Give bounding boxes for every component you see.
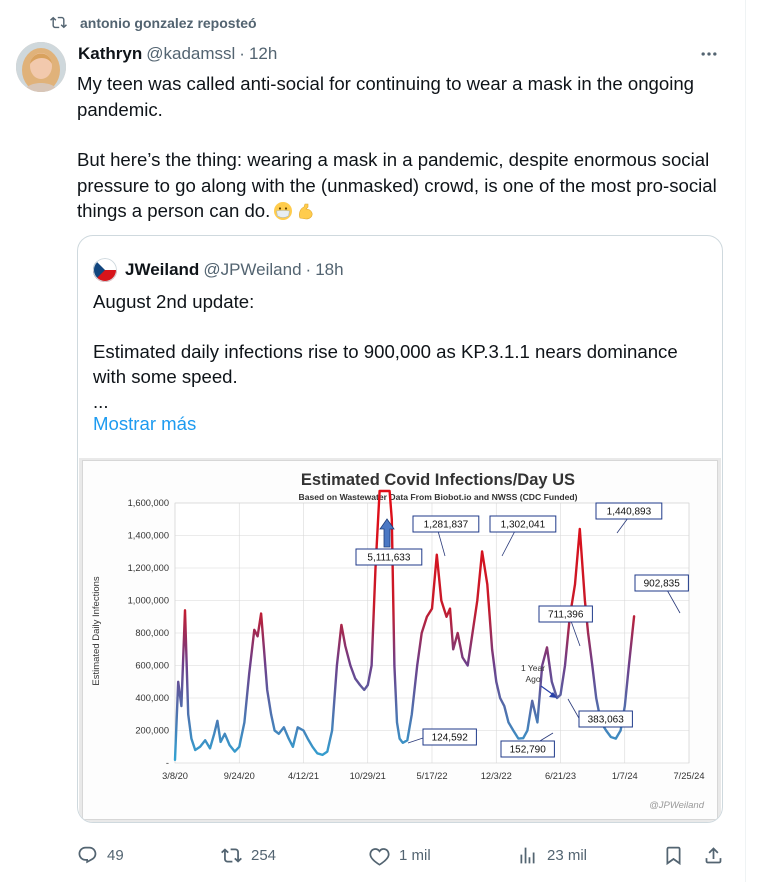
share-icon [703, 845, 724, 866]
quote-chart-image[interactable] [79, 458, 721, 823]
views-icon [517, 845, 538, 866]
quote-time[interactable]: 18h [315, 260, 344, 279]
repost-icon [50, 14, 67, 31]
quote-line-3: ... [93, 391, 109, 412]
chart-card [83, 461, 717, 819]
tweet-paragraph-1: My teen was called anti-social for continuing to wear a mask in the ongoing pandemic. [77, 73, 695, 120]
annotation-label: 124,592 [431, 732, 468, 744]
heart-icon [369, 845, 390, 866]
quote-author-handle[interactable]: @JPWeiland [203, 260, 302, 279]
y-tick-label: - [165, 758, 169, 768]
tweet-paragraph-2 [77, 147, 737, 224]
repost-count: 254 [251, 846, 277, 864]
quote-author-name[interactable]: JWeiland [125, 260, 200, 279]
y-axis-ticks [128, 498, 169, 768]
annotation-label: 5,111,633 [367, 552, 411, 564]
share-button[interactable] [703, 840, 733, 870]
svg-text:1 Year: 1 Year [520, 663, 546, 673]
tweet-text [77, 71, 737, 224]
repost-button[interactable] [221, 840, 276, 870]
action-bar [77, 840, 737, 870]
quote-separator-dot: · [305, 260, 312, 279]
bookmark-button[interactable] [663, 840, 693, 870]
y-axis-label: Estimated Daily Infections [91, 576, 102, 686]
views-button[interactable] [517, 840, 587, 870]
quoted-tweet[interactable] [77, 235, 723, 823]
reply-icon [77, 845, 98, 866]
annotation-label: 902,835 [643, 578, 680, 590]
x-tick-label: 10/29/21 [349, 771, 386, 781]
author-avatar[interactable] [16, 42, 66, 92]
reply-count: 49 [107, 846, 124, 864]
x-axis-ticks [162, 771, 704, 781]
x-tick-label: 12/3/22 [480, 771, 512, 781]
view-count: 23 mil [547, 846, 588, 864]
annotation-label: 152,790 [509, 744, 546, 756]
x-tick-label: 4/12/21 [287, 771, 320, 781]
x-tick-label: 7/25/24 [673, 771, 705, 781]
repost-text: antonio gonzalez reposteó [80, 14, 257, 31]
mask-emoji-icon [273, 201, 293, 221]
more-options-button[interactable] [697, 42, 721, 66]
flexed-biceps-icon [296, 201, 316, 221]
y-tick-label: 200,000 [135, 725, 169, 736]
chart-subtitle: Based on Wastewater Data From Biobot.io and NWSS (CDC Funded) [298, 492, 578, 502]
x-tick-label: 5/17/22 [416, 771, 448, 781]
chart-watermark: @JPWeiland [649, 800, 704, 811]
x-tick-label: 9/24/20 [223, 771, 255, 781]
flag-avatar-icon [93, 258, 117, 282]
x-tick-label: 6/21/23 [544, 771, 577, 781]
like-count: 1 mil [399, 846, 431, 864]
annotation-label: 1,302,041 [500, 519, 546, 531]
tweet-time[interactable]: 12h [248, 44, 278, 63]
y-tick-label: 400,000 [135, 693, 169, 703]
quote-header [93, 258, 344, 282]
quote-avatar [93, 258, 117, 282]
annotation-label: 1,281,837 [423, 519, 469, 531]
chart-title: Estimated Covid Infections/Day US [300, 471, 576, 489]
covid-chart [83, 461, 717, 819]
annotation-label: 1,440,893 [606, 506, 652, 518]
annotation-callout [356, 549, 422, 565]
author-name[interactable]: Kathryn [78, 44, 143, 63]
bookmark-icon [663, 845, 684, 866]
annotation-label: 383,063 [587, 714, 624, 726]
x-tick-label: 1/7/24 [611, 771, 638, 781]
like-button[interactable] [369, 840, 431, 870]
y-tick-label: 1,400,000 [127, 530, 169, 541]
tweet-paragraph-2-text: But here’s the thing: wearing a mask in a pandemic, despite enormous social pressure to go along with the (unmasked) crowd, is one of the most pro-social things a person can do. [77, 149, 717, 221]
more-icon [699, 44, 719, 64]
author-handle[interactable]: @kadamssl [146, 44, 236, 63]
reply-button[interactable] [77, 840, 124, 870]
x-tick-label: 3/8/20 [162, 771, 188, 781]
quote-line-1: August 2nd update: [93, 291, 255, 312]
show-more-link[interactable]: Mostrar más [93, 413, 197, 434]
svg-text:Ago: Ago [525, 674, 541, 684]
repost-action-icon [221, 845, 242, 866]
y-tick-label: 800,000 [135, 628, 169, 638]
y-tick-label: 1,600,000 [127, 498, 169, 508]
repost-indicator[interactable] [50, 14, 257, 31]
quote-line-2: Estimated daily infections rise to 900,000 as KP.3.1.1 nears dominance with some speed. [93, 341, 678, 387]
y-tick-label: 1,200,000 [127, 563, 169, 573]
avatar-image [16, 42, 66, 92]
tweet-header [78, 44, 277, 64]
y-tick-label: 600,000 [135, 660, 169, 671]
quote-text [93, 289, 713, 414]
annotation-label: 711,396 [547, 609, 584, 621]
separator-dot: · [239, 44, 245, 63]
y-tick-label: 1,000,000 [127, 595, 169, 606]
